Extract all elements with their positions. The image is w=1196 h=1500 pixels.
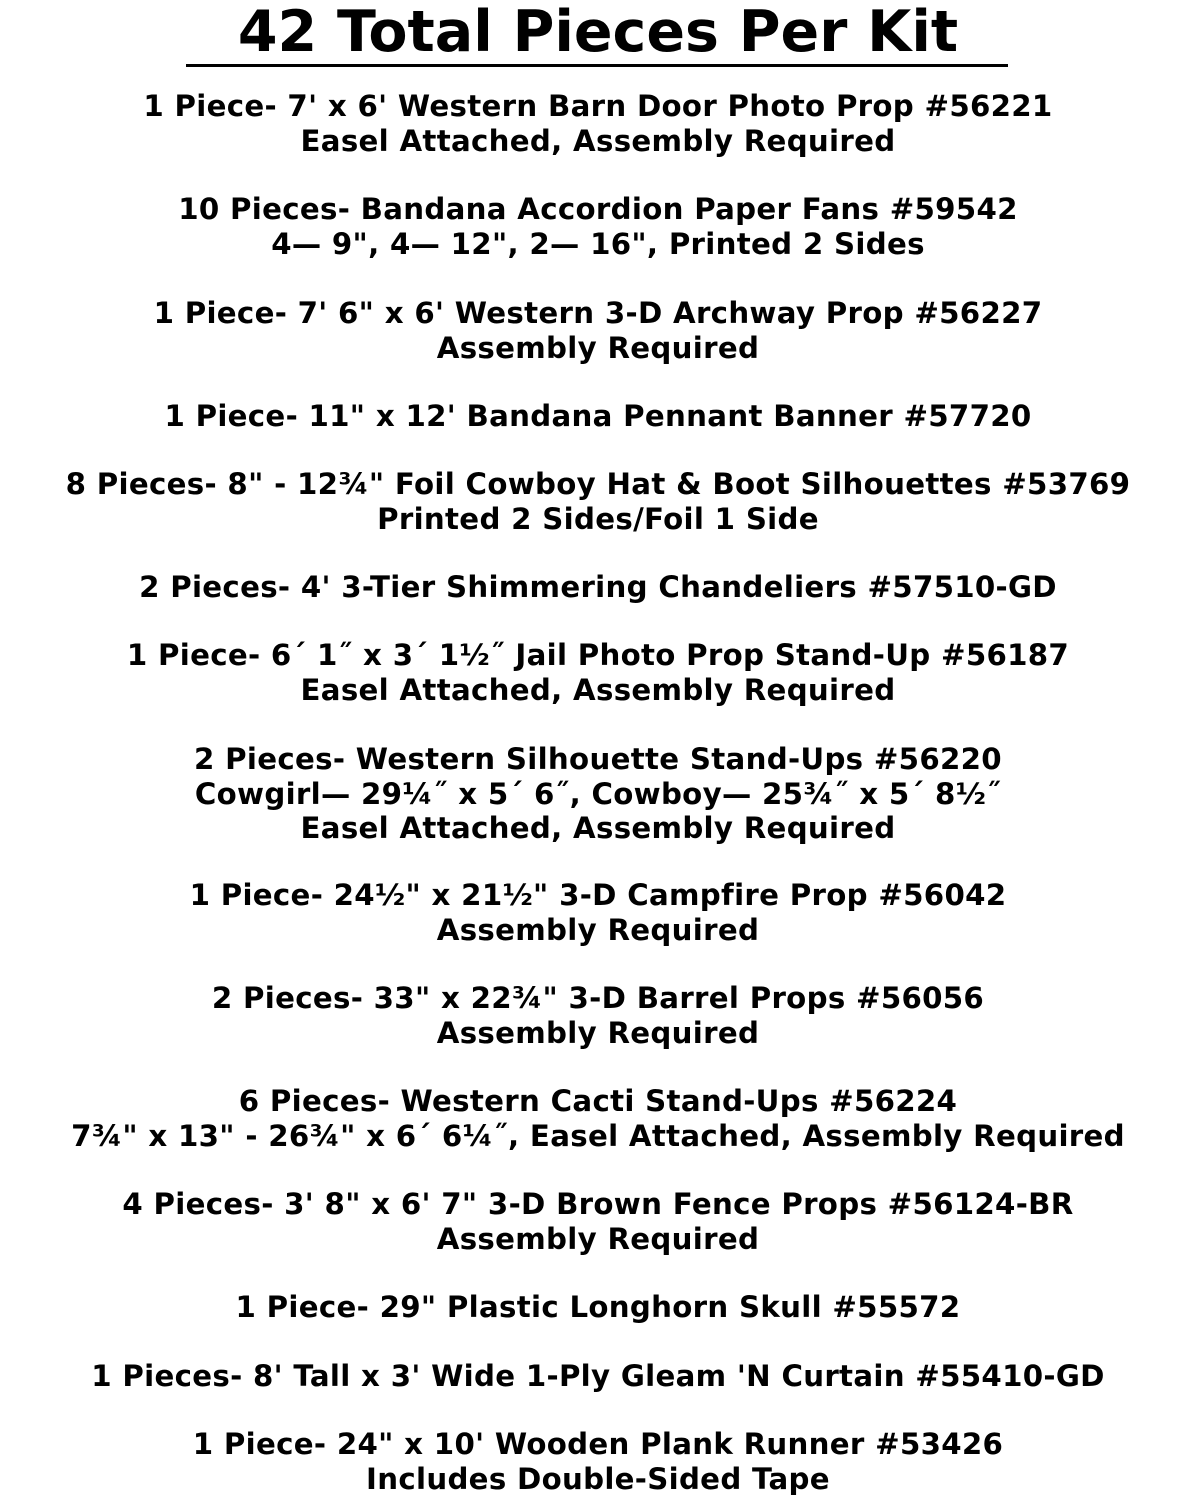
kit-item-heading: 10 Pieces- Bandana Accordion Paper Fans #59542 (178, 192, 1018, 226)
kit-item-detail: Assembly Required (436, 1221, 760, 1256)
kit-item-heading: 4 Pieces- 3' 8" x 6' 7" 3-D Brown Fence Props #56124-BR (122, 1187, 1074, 1221)
kit-item-detail: Easel Attached, Assembly Required (300, 123, 896, 158)
kit-item (0, 1427, 1196, 1496)
kit-item-detail: 7¾" x 13" - 26¾" x 6´ 6¼˝, Easel Attached, Assembly Required (71, 1118, 1125, 1153)
kit-item-heading: 1 Piece- 7' x 6' Western Barn Door Photo Prop #56221 (143, 89, 1053, 123)
kit-item (0, 742, 1196, 846)
kit-item-detail: Assembly Required (436, 1015, 760, 1050)
kit-item (0, 638, 1196, 707)
kit-item-detail: Cowgirl— 29¼˝ x 5´ 6˝, Cowboy— 25¾˝ x 5´ 8½˝ (194, 776, 1002, 811)
kit-item-detail: 4— 9", 4— 12", 2— 16", Printed 2 Sides (271, 226, 925, 261)
kit-item-detail: Includes Double-Sided Tape (366, 1461, 830, 1496)
kit-item-detail: Easel Attached, Assembly Required (300, 811, 896, 845)
kit-item (0, 89, 1196, 158)
kit-item-detail: Assembly Required (436, 912, 760, 947)
kit-item-heading: 2 Pieces- 33" x 22¾" 3-D Barrel Props #56056 (211, 981, 985, 1015)
kit-item (0, 1187, 1196, 1256)
kit-item (0, 399, 1196, 434)
kit-item (0, 878, 1196, 947)
kit-item-heading: 1 Piece- 6´ 1˝ x 3´ 1½˝ Jail Photo Prop Stand-Up #56187 (126, 638, 1070, 672)
kit-item-heading: 1 Piece- 29" Plastic Longhorn Skull #55572 (235, 1290, 961, 1324)
kit-item-heading: 1 Piece- 24½" x 21½" 3-D Campfire Prop #56042 (189, 878, 1007, 912)
title-underline (186, 64, 1008, 67)
kit-item-heading: 1 Piece- 24" x 10' Wooden Plank Runner #53426 (192, 1427, 1004, 1461)
kit-item (0, 570, 1196, 605)
kit-item-heading: 1 Pieces- 8' Tall x 3' Wide 1-Ply Gleam 'N Curtain #55410-GD (91, 1359, 1105, 1393)
kit-item-heading: 8 Pieces- 8" - 12¾" Foil Cowboy Hat & Boot Silhouettes #53769 (65, 467, 1131, 501)
kit-item (0, 467, 1196, 536)
kit-item-detail: Assembly Required (436, 330, 760, 365)
kit-item-heading: 6 Pieces- Western Cacti Stand-Ups #56224 (238, 1084, 958, 1118)
kit-item-heading: 1 Piece- 7' 6" x 6' Western 3-D Archway Prop #56227 (153, 296, 1043, 330)
kit-item-detail: Printed 2 Sides/Foil 1 Side (377, 501, 819, 536)
kit-item-heading: 2 Pieces- Western Silhouette Stand-Ups #56220 (194, 742, 1002, 776)
kit-item (0, 981, 1196, 1050)
kit-item-heading: 2 Pieces- 4' 3-Tier Shimmering Chandeliers #57510-GD (139, 570, 1057, 604)
kit-item (0, 296, 1196, 365)
kit-item-heading: 1 Piece- 11" x 12' Bandana Pennant Banner #57720 (164, 399, 1032, 433)
kit-item (0, 1359, 1196, 1394)
kit-item (0, 1290, 1196, 1325)
kit-item-detail: Easel Attached, Assembly Required (300, 672, 896, 707)
kit-item (0, 1084, 1196, 1153)
kit-item (0, 192, 1196, 261)
page-title: 42 Total Pieces Per Kit (237, 0, 959, 65)
